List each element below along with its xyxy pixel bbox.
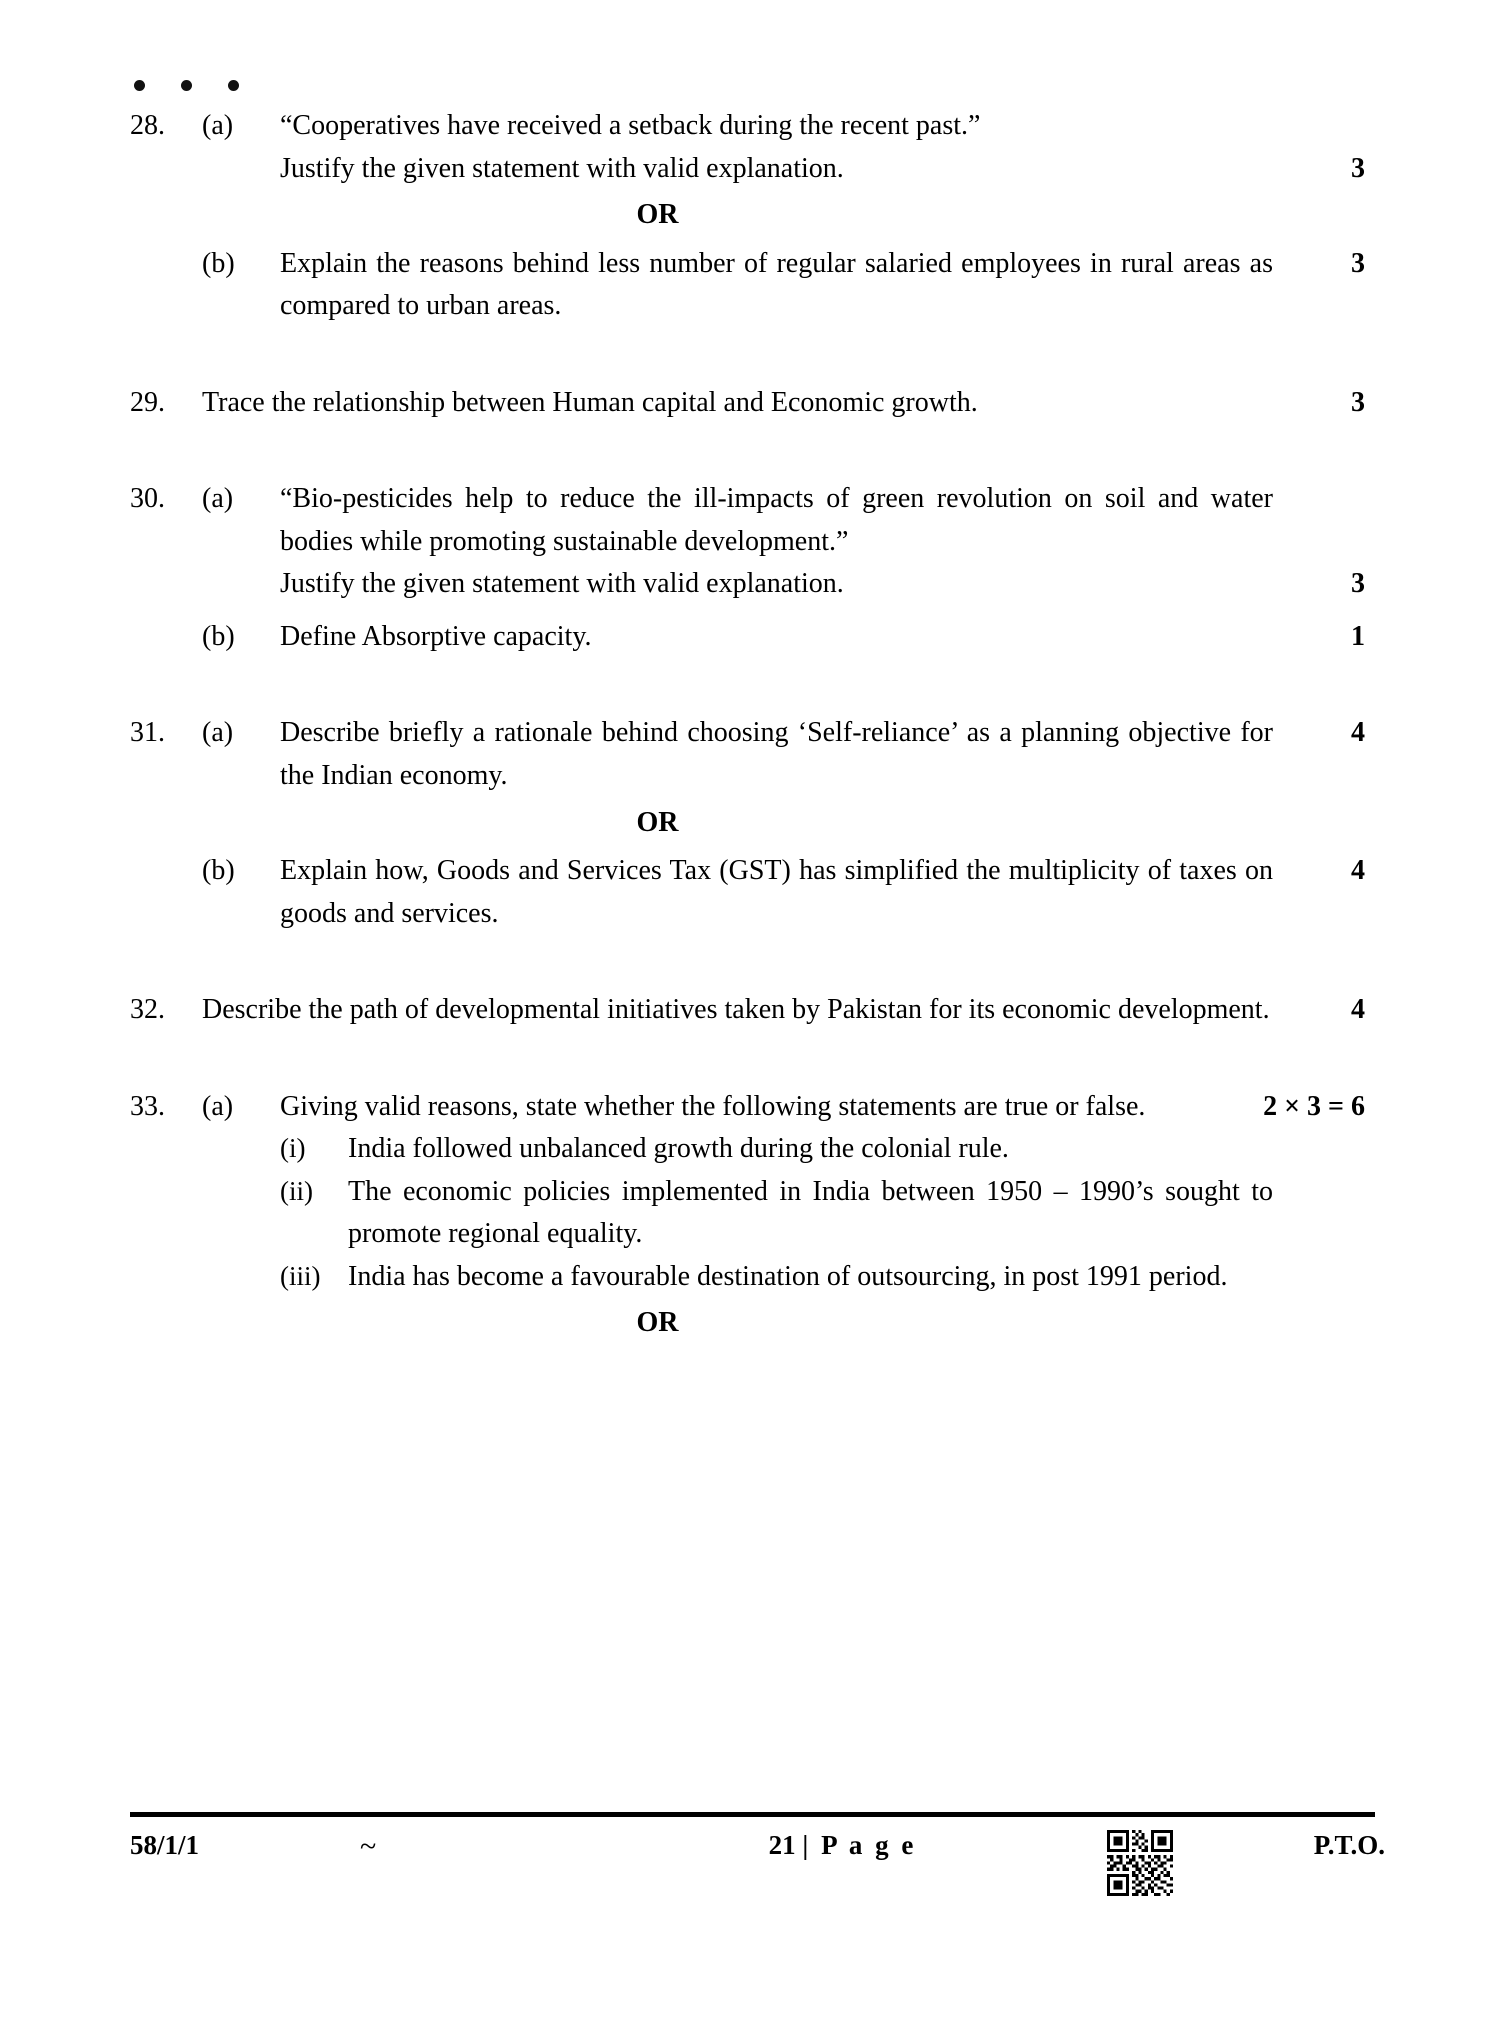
- page-indicator: [620, 1830, 1065, 1861]
- question-line: [130, 563, 1365, 606]
- question-line: [130, 1086, 1365, 1129]
- part-label: (b): [202, 855, 235, 887]
- question-line: [130, 148, 1365, 191]
- question-number: 28.: [130, 110, 165, 141]
- marks-value: 3: [1351, 568, 1365, 600]
- question-line: [130, 243, 1365, 328]
- qr-code-icon: [1107, 1830, 1173, 1896]
- subitem-text: India has become a favourable destination of outsourcing, in post 1991 period.: [348, 1260, 1228, 1292]
- question-number: 33.: [130, 1090, 165, 1122]
- subitem-line: [130, 1256, 1365, 1299]
- question-line: [130, 712, 1365, 797]
- question-29: [130, 382, 1365, 425]
- marks-value: 4: [1351, 855, 1365, 887]
- spacer: [130, 606, 1365, 616]
- marks-value: 3: [1351, 386, 1365, 418]
- subitem-line: [130, 1128, 1365, 1171]
- question-number: 30.: [130, 483, 165, 515]
- or-separator: OR: [636, 199, 679, 231]
- bullet-dot-icon: [228, 80, 239, 91]
- subitem-text: The economic policies implemented in India between 1950 – 1990’s sought to promote regional equality.: [348, 1175, 1273, 1250]
- part-label: (a): [202, 717, 234, 749]
- question-text: “Cooperatives have received a setback during the recent past.”: [280, 110, 981, 141]
- or-separator: OR: [636, 1307, 679, 1339]
- part-label: (b): [202, 620, 235, 652]
- question-text: Giving valid reasons, state whether the following statements are true or false.: [280, 1090, 1146, 1122]
- question-number: 31.: [130, 717, 165, 749]
- question-text: Explain the reasons behind less number of regular salaried employees in rural areas as compared to urban areas.: [280, 247, 1273, 322]
- bullet-marker-group: [134, 80, 1365, 91]
- spacer: [130, 935, 1365, 989]
- page-footer: [130, 1830, 1385, 1910]
- marks-value: 3: [1351, 247, 1365, 279]
- page-number: 21: [768, 1830, 796, 1860]
- spacer: [130, 328, 1365, 382]
- question-text: “Bio-pesticides help to reduce the ill-impacts of green revolution on soil and water bodies while promoting sustainable development.”: [280, 483, 1273, 557]
- subitem-line: [130, 1171, 1365, 1256]
- or-separator: OR: [636, 806, 679, 838]
- question-text: Define Absorptive capacity.: [280, 620, 592, 652]
- question-32: [130, 989, 1365, 1032]
- question-33: [130, 1086, 1365, 1345]
- question-text: Justify the given statement with valid explanation.: [280, 152, 844, 184]
- marks-value: 2 × 3 = 6: [1263, 1090, 1365, 1122]
- part-label: (a): [202, 1090, 234, 1122]
- question-text: Justify the given statement with valid explanation.: [280, 568, 844, 600]
- tilde-mark: ~: [360, 1830, 377, 1863]
- question-line: [130, 105, 1365, 148]
- qr-code-container: [1065, 1830, 1215, 1896]
- spacer: [130, 1032, 1365, 1086]
- question-number: 32.: [130, 994, 165, 1026]
- marks-value: 1: [1351, 620, 1365, 652]
- question-text: Explain how, Goods and Services Tax (GST) has simplified the multiplicity of taxes on goods and services.: [280, 855, 1273, 929]
- question-line: [130, 478, 1365, 563]
- part-label: (a): [202, 483, 234, 515]
- question-line: [130, 616, 1365, 659]
- bullet-dot-icon: [134, 80, 145, 91]
- question-31: [130, 712, 1365, 935]
- spacer: [130, 658, 1365, 712]
- question-28: [130, 105, 1365, 328]
- spacer: [130, 424, 1365, 478]
- pto-label: P.T.O.: [1313, 1830, 1385, 1860]
- marks-value: 4: [1351, 717, 1365, 749]
- question-line: [130, 989, 1365, 1032]
- paper-code: 58/1/1: [130, 1830, 200, 1860]
- subitem-label: (iii): [280, 1260, 321, 1291]
- subitem-label: (ii): [280, 1175, 313, 1206]
- question-line: [130, 382, 1365, 425]
- footer-divider: [130, 1812, 1375, 1817]
- question-30: [130, 478, 1365, 658]
- part-label: (b): [202, 247, 235, 279]
- question-text: Describe briefly a rationale behind choosing ‘Self-reliance’ as a planning objective for the Indian economy.: [280, 717, 1273, 792]
- question-number: 29.: [130, 386, 165, 418]
- page-content: [130, 80, 1365, 1351]
- page-word: | P a g e: [802, 1830, 917, 1860]
- part-label: (a): [202, 110, 234, 141]
- question-text: Describe the path of developmental initiatives taken by Pakistan for its economic development.: [202, 994, 1270, 1026]
- bullet-dot-icon: [181, 80, 192, 91]
- marks-value: 3: [1351, 152, 1365, 184]
- question-text: Trace the relationship between Human capital and Economic growth.: [202, 386, 978, 418]
- marks-value: 4: [1351, 994, 1365, 1026]
- subitem-label: (i): [280, 1133, 306, 1164]
- question-line: [130, 850, 1365, 935]
- subitem-text: India followed unbalanced growth during the colonial rule.: [348, 1133, 1009, 1165]
